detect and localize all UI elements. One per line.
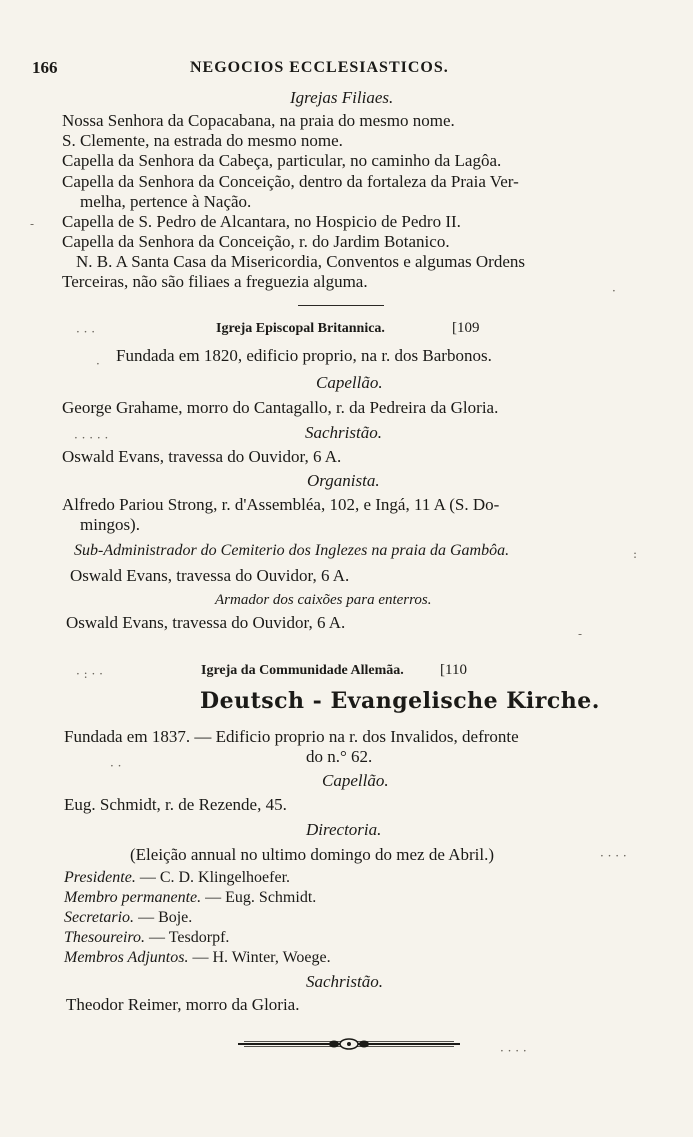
member-role: Membro permanente.	[64, 889, 202, 906]
armador-label: Armador dos caixões para enterros.	[215, 592, 432, 608]
member-role: Presidente.	[64, 869, 136, 886]
britannica-founded: Fundada em 1820, edificio proprio, na r. dos Barbonos.	[116, 346, 492, 365]
scan-speck: ·	[96, 357, 100, 371]
member-name: — H. Winter, Woege.	[192, 949, 331, 966]
eleicao-note: (Eleição annual no ultimo domingo do mez de Abril.)	[130, 845, 494, 864]
directoria-member	[64, 928, 229, 948]
capellao-label: Capellão.	[316, 373, 383, 392]
filiais-heading: Igrejas Filiaes.	[290, 88, 394, 107]
filiais-note: Terceiras, não são filiaes a freguezia alguma.	[62, 272, 368, 291]
scan-speck: :	[633, 547, 638, 561]
britannica-ref: [109	[452, 320, 480, 336]
scan-speck: -	[30, 217, 35, 231]
organista-entry: Alfredo Pariou Strong, r. d'Assembléa, 102, e Ingá, 11 A (S. Do-	[62, 495, 500, 514]
directoria-member	[64, 908, 192, 928]
sub-admin-label: Sub-Administrador do Cemiterio dos Inglezes na praia da Gambôa.	[74, 542, 510, 559]
scan-speck: · · · ·	[500, 1044, 527, 1058]
running-title: NEGOCIOS ECCLESIASTICOS.	[190, 59, 449, 76]
allema-sachristao-entry: Theodor Reimer, morro da Gloria.	[66, 995, 300, 1014]
member-role: Membros Adjuntos.	[64, 949, 189, 966]
filiais-line: S. Clemente, na estrada do mesmo nome.	[62, 131, 343, 150]
closing-ornament	[238, 1038, 460, 1050]
organista-entry-cont: mingos).	[80, 515, 140, 534]
armador-entry: Oswald Evans, travessa do Ouvidor, 6 A.	[66, 613, 346, 632]
sachristao-label: Sachristão.	[305, 423, 382, 442]
directoria-member	[64, 868, 290, 888]
member-name: — Eug. Schmidt.	[205, 889, 317, 906]
member-role: Secretario.	[64, 909, 135, 926]
sachristao-entry: Oswald Evans, travessa do Ouvidor, 6 A.	[62, 447, 342, 466]
allema-founded: Fundada em 1837. — Edificio proprio na r. dos Invalidos, defronte	[64, 727, 519, 746]
filiais-line: Capella da Senhora da Conceição, dentro da fortaleza da Praia Ver-	[62, 172, 519, 191]
directoria-member	[64, 888, 316, 908]
allema-ref: [110	[440, 662, 467, 678]
section-divider	[298, 305, 384, 306]
filiais-line: Capella da Senhora da Cabeça, particular, no caminho da Lagôa.	[62, 151, 502, 170]
sub-admin-entry: Oswald Evans, travessa do Ouvidor, 6 A.	[70, 566, 350, 585]
britannica-title: Igreja Episcopal Britannica.	[216, 321, 385, 336]
directoria-label: Directoria.	[306, 820, 382, 839]
scan-speck: -	[578, 627, 583, 641]
scan-speck: ·	[612, 284, 616, 298]
organista-label: Organista.	[307, 471, 380, 490]
scan-speck: · : · ·	[76, 667, 103, 681]
member-role: Thesoureiro.	[64, 929, 146, 946]
gothic-title: Deutsch - Evangelische Kirche.	[200, 688, 600, 714]
filiais-line: melha, pertence à Nação.	[80, 192, 252, 211]
scan-speck: · ·	[110, 759, 122, 773]
filiais-line: Nossa Senhora da Copacabana, na praia do mesmo nome.	[62, 111, 455, 130]
page-number: 166	[32, 58, 58, 77]
member-name: — Boje.	[138, 909, 193, 926]
allema-title: Igreja da Communidade Allemãa.	[201, 663, 404, 678]
capellao-entry: George Grahame, morro do Cantagallo, r. da Pedreira da Gloria.	[62, 398, 499, 417]
member-name: — C. D. Klingelhoefer.	[139, 869, 291, 886]
scan-speck: · · · ·	[600, 849, 627, 863]
filiais-line: Capella de S. Pedro de Alcantara, no Hospicio de Pedro II.	[62, 212, 461, 231]
allema-capellao-label: Capellão.	[322, 771, 389, 790]
allema-founded-cont: do n.° 62.	[306, 747, 373, 766]
member-name: — Tesdorpf.	[149, 929, 230, 946]
filiais-line: Capella da Senhora da Conceição, r. do Jardim Botanico.	[62, 232, 450, 251]
allema-capellao-entry: Eug. Schmidt, r. de Rezende, 45.	[64, 795, 287, 814]
filiais-note: N. B. A Santa Casa da Misericordia, Conventos e algumas Ordens	[76, 252, 526, 271]
allema-sachristao-label: Sachristão.	[306, 972, 383, 991]
scan-speck: · · ·	[76, 325, 96, 339]
scan-speck: · · · · ·	[74, 431, 109, 445]
directoria-member	[64, 948, 331, 968]
